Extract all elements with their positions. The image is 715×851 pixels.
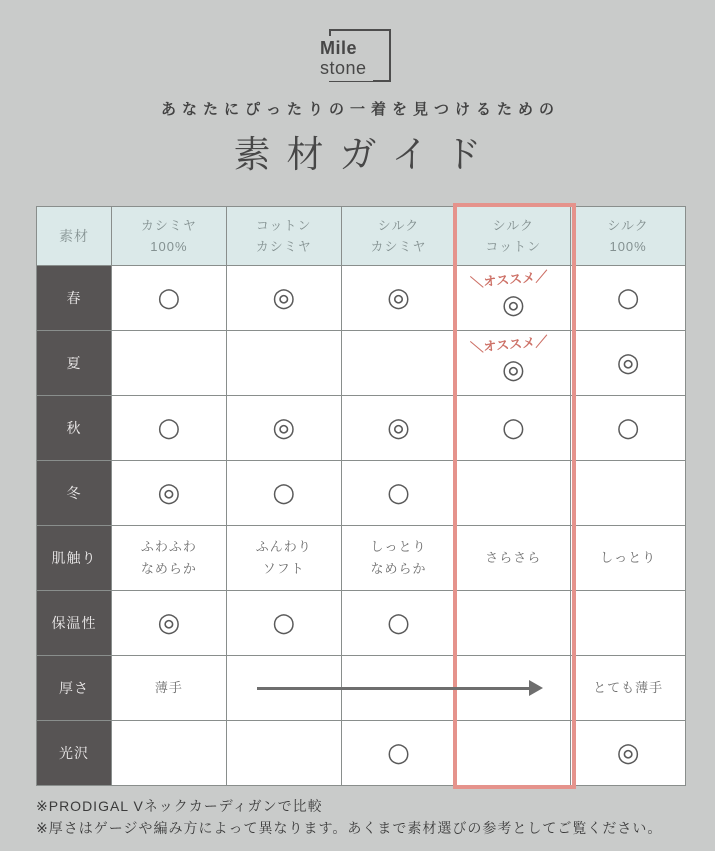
row-label: 秋 (37, 396, 111, 460)
row-label: 保温性 (37, 591, 111, 655)
table-cell (227, 266, 341, 330)
table-cell (456, 461, 570, 525)
table-cell (571, 266, 685, 330)
cell-text: ふんわり ソフト (255, 538, 312, 576)
milestone-logo-text (318, 36, 373, 81)
table-cell (342, 591, 456, 655)
table-cell (571, 331, 685, 395)
footnote-comparison-basis: ※PRODIGAL Vネックカーディガンで比較 (36, 798, 323, 814)
rating-mark: ○ (272, 478, 296, 508)
rating-mark: ◎ (616, 738, 640, 768)
row-label: 冬 (37, 461, 111, 525)
table-cell (571, 396, 685, 460)
rating-mark: ◎ (387, 413, 410, 443)
rating-mark: ○ (387, 608, 410, 638)
rating-mark: ○ (501, 413, 525, 443)
row-label: 夏 (37, 331, 111, 395)
cell-text: 薄手 (154, 679, 183, 695)
corner-header: 素材 (37, 207, 111, 265)
table-cell (342, 526, 456, 590)
table-cell (112, 656, 226, 720)
table-cell (456, 656, 570, 720)
rating-mark: ◎ (501, 355, 525, 385)
table-cell (571, 526, 685, 590)
recommend-annotation: ＼オススメ／ (470, 268, 549, 291)
row-label: 肌触り (37, 526, 111, 590)
page-subtitle: あなたにぴったりの一着を見つけるための (160, 101, 560, 118)
logo-word-stone: stone (320, 58, 367, 79)
table-cell (342, 266, 456, 330)
cell-text: とても薄手 (593, 679, 664, 695)
material-guide-table (36, 206, 686, 786)
table-cell (456, 396, 570, 460)
table-cell (456, 526, 570, 590)
table-cell (456, 591, 570, 655)
table-cell (342, 461, 456, 525)
rating-mark: ○ (616, 413, 640, 443)
table-cell (571, 721, 685, 785)
row-label: 光沢 (37, 721, 111, 785)
table-cell (112, 396, 226, 460)
table-cell (227, 721, 341, 785)
milestone-logo (320, 29, 391, 82)
cell-text: ふわふわ なめらか (140, 538, 197, 576)
table-cell (456, 331, 570, 395)
table-cell (571, 461, 685, 525)
cell-text: さらさら (485, 549, 542, 565)
rating-mark: ◎ (616, 348, 640, 378)
footnotes (36, 795, 662, 840)
table-cell (227, 396, 341, 460)
table-cell (342, 396, 456, 460)
rating-mark: ○ (387, 478, 410, 508)
rating-mark: ○ (157, 413, 181, 443)
table-cell (112, 331, 226, 395)
logo-word-mile: Mile (320, 38, 358, 58)
rating-mark: ◎ (387, 283, 410, 313)
table-grid (36, 206, 686, 786)
rating-mark: ○ (616, 283, 640, 313)
row-label: 春 (37, 266, 111, 330)
table-cell (227, 591, 341, 655)
rating-mark: ○ (272, 608, 296, 638)
rating-mark: ◎ (272, 283, 296, 313)
table-cell (342, 721, 456, 785)
table-cell (112, 266, 226, 330)
rating-mark: ○ (387, 738, 410, 768)
table-cell (112, 591, 226, 655)
column-header: コットン カシミヤ (227, 207, 341, 265)
table-cell (227, 656, 341, 720)
column-header: シルク カシミヤ (342, 207, 456, 265)
table-cell (227, 461, 341, 525)
row-label: 厚さ (37, 656, 111, 720)
cell-text: しっとり (600, 549, 657, 565)
table-cell (227, 526, 341, 590)
page-title: 素材ガイド (233, 134, 498, 175)
table-cell (112, 526, 226, 590)
table-cell (227, 331, 341, 395)
table-cell (456, 266, 570, 330)
cell-text: しっとり なめらか (370, 538, 427, 576)
column-header: シルク 100% (571, 207, 685, 265)
rating-mark: ◎ (272, 413, 296, 443)
table-cell (571, 656, 685, 720)
table-cell (112, 461, 226, 525)
rating-mark: ◎ (157, 608, 181, 638)
table-cell (456, 721, 570, 785)
rating-mark: ○ (157, 283, 181, 313)
rating-mark: ◎ (501, 290, 525, 320)
table-cell (112, 721, 226, 785)
table-cell (571, 591, 685, 655)
table-cell (342, 656, 456, 720)
rating-mark: ◎ (157, 478, 181, 508)
recommend-annotation: ＼オススメ／ (470, 333, 549, 356)
table-cell (342, 331, 456, 395)
column-header-recommended: シルク コットン (456, 207, 570, 265)
column-header: カシミヤ 100% (112, 207, 226, 265)
footnote-disclaimer: ※厚さはゲージや編み方によって異なります。あくまで素材選びの参考としてご覧ください。 (36, 820, 663, 837)
